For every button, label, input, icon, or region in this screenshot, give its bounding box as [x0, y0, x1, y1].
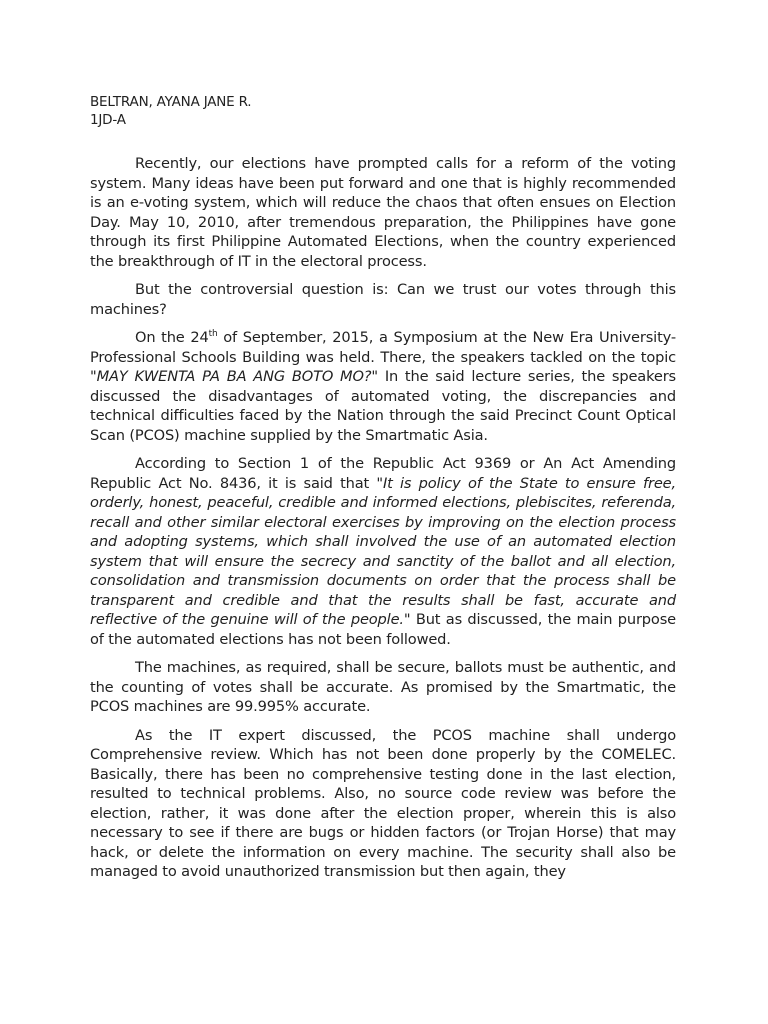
paragraph-3-start: On the 24	[135, 329, 209, 346]
paragraph-6: As the IT expert discussed, the PCOS machine shall undergo Comprehensive review. Which has not been done properly by the COMELEC. Basically, there has been no comprehensive testing done in the last election, resulted to technical problems. Also, no source code review was before the election, rather, it was done after the election proper, wherein this is also necessary to see if there are bugs or hidden factors (or Trojan Horse) that may hack, or delete the information on every machine. The security shall also be managed to avoid unauthorized transmission but then again, they	[90, 726, 676, 880]
paragraph-5: The machines, as required, shall be secure, ballots must be authentic, and the counting of votes shall be accurate. As promised by the Smartmatic, the PCOS machines are 99.995% accurate.	[90, 659, 676, 715]
paragraph-3-end: In the said lecture series, the speakers discussed the disadvantages of automated voting, the discrepancies and technical difficulties faced by the Nation through the said Precinct Count Optical Scan (PCOS) machine supplied by the Smartmatic Asia.	[90, 368, 676, 444]
paragraph-4	[90, 454, 676, 649]
document-header	[90, 93, 251, 129]
paragraph-2: But the controversial question is: Can we trust our votes through this machines?	[90, 281, 676, 318]
ordinal-suffix: th	[208, 329, 218, 340]
paragraph-4-start: According to Section 1 of the Republic Act 9369 or An Act Amending Republic Act No. 8436, it is said that	[90, 455, 676, 492]
essay-body	[90, 154, 676, 882]
author-section: 1JD-A	[90, 112, 126, 128]
republic-act-quote: "It is policy of the State to ensure free, orderly, honest, peaceful, credible and informed elections, plebiscites, referenda, recall and other similar electoral exercises by improving on the election process and adopting systems, which shall involved the use of an automated election system that will ensure the secrecy and sanctity of the ballot and all election, consolidation and transmission documents on order that the process shall be transparent and credible and that the results shall be fast, accurate and reflective of the genuine will of the people."	[90, 474, 676, 628]
paragraph-3	[90, 328, 676, 445]
paragraph-1: Recently, our elections have prompted calls for a reform of the voting system. Many ideas have been put forward and one that is highly recommended is an e-voting system, which will reduce the chaos that often ensues on Election Day. May 10, 2010, after tremendous preparation, the Philippines have gone through its first Philippine Automated Elections, when the country experienced the breakthrough of IT in the electoral process.	[90, 155, 676, 270]
author-name: BELTRAN, AYANA JANE R.	[90, 94, 252, 110]
paragraph-3-middle: of September, 2015, a Symposium at the New Era University-Professional Schools Building was held. There, the speakers tackled on the topic	[90, 329, 676, 366]
symposium-topic: "MAY KWENTA PA BA ANG BOTO MO?"	[90, 368, 378, 385]
paragraph-4-end: But as discussed, the main purpose of the automated elections has not been followed.	[90, 611, 676, 648]
